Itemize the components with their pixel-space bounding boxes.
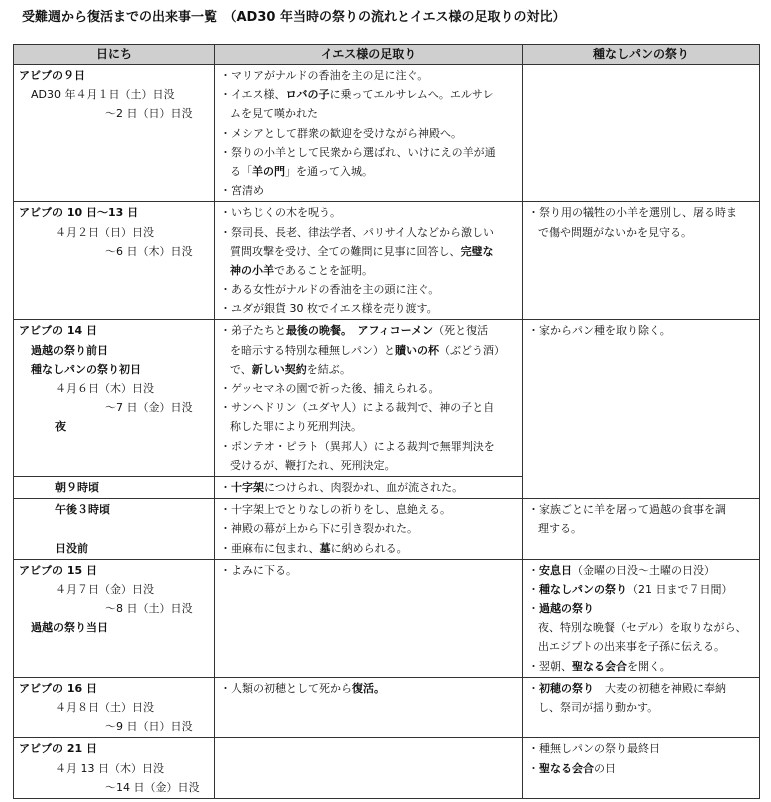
- event-line: ・弟子たちと最後の晩餐。 アフィコーメン（死と復活: [220, 324, 489, 338]
- feast-cell: [523, 559, 760, 677]
- row-abib-10-13: [14, 202, 760, 320]
- date-end: ～2 日（日）日没: [105, 107, 193, 121]
- date-start: ４月２日（日）日没: [55, 225, 154, 239]
- feast-label: 過越の祭り前日: [31, 343, 108, 357]
- feast-cell: [523, 738, 760, 799]
- header-feast: 種なしパンの祭り: [523, 45, 760, 65]
- date-title: アビブの 21 日: [19, 742, 97, 756]
- event-line: ・ある女性がナルドの香油を主の頭に注ぐ。: [220, 283, 440, 297]
- event-line: ・メシアとして群衆の歓迎を受けながら神殿へ。: [220, 126, 462, 140]
- feast-cell: [523, 499, 760, 560]
- event-line: ・神殿の幕が上から下に引き裂かれた。: [220, 522, 418, 536]
- row-abib-14: [14, 320, 760, 477]
- event-line: ・いちじくの木を呪う。: [220, 206, 341, 220]
- feast-line: ・種なしパンの祭り（21 日まで７日間）: [528, 582, 733, 596]
- date-title: アビブの 14 日: [19, 324, 97, 338]
- date-end: ～6 日（木）日没: [105, 244, 193, 258]
- jesus-cell: [215, 65, 523, 202]
- feast-label: 過越の祭り当日: [31, 621, 108, 635]
- date-start: ４月８日（土）日没: [55, 701, 154, 714]
- event-line: ・イエス様、ロバの子に乗ってエルサレムへ。エルサレ: [220, 88, 494, 102]
- jesus-cell: [215, 677, 523, 738]
- time-afternoon: 午後３時頃: [55, 503, 110, 517]
- jesus-cell: [215, 738, 523, 799]
- row-abib-14-afternoon: [14, 499, 760, 560]
- event-line: ・ゲッセマネの園で祈った後、捕えられる。: [220, 382, 440, 395]
- row-abib-21: [14, 738, 760, 799]
- feast-line: ・種無しパンの祭り最終日: [528, 742, 660, 756]
- feast-line: 夜、特別な晩餐（セデル）を取りながら、: [538, 621, 747, 635]
- event-line: ・サンヘドリン（ユダヤ人）による裁判で、神の子と自: [220, 401, 495, 415]
- feast-cell: [523, 320, 760, 499]
- event-line: 受けるが、鞭打たれ、死刑決定。: [230, 458, 396, 472]
- event-line: ・よみに下る。: [220, 563, 297, 577]
- date-title: アビブの９日: [19, 69, 85, 82]
- event-line: ・十字架につけられ、肉裂かれ、血が流された。: [220, 480, 464, 494]
- time-sunset: 日没前: [55, 541, 88, 555]
- feast-line: ・安息日（金曜の日没～土曜の日没）: [528, 563, 715, 577]
- header-jesus: イエス様の足取り: [215, 45, 523, 65]
- date-cell: [14, 738, 215, 799]
- feast-line: で傷や問題がないかを見守る。: [538, 225, 692, 239]
- feast-line: 出エジプトの出来事を子孫に伝える。: [538, 640, 725, 654]
- feast-line: ・家からパン種を取り除く。: [528, 324, 671, 338]
- jesus-cell: [215, 320, 523, 477]
- feast-cell: [523, 65, 760, 202]
- event-line: ・十字架上でとりなしの祈りをし、息絶える。: [220, 503, 451, 517]
- page-title: 受難週から復活までの出来事一覧 （AD30 年当時の祭りの流れとイエス様の足取りの対比）: [22, 10, 566, 25]
- feast-line: ・過越の祭り: [528, 602, 594, 616]
- event-line: ・ユダが銀貨 30 枚でイエス様を売り渡す。: [220, 302, 438, 316]
- feast-line: ・聖なる会合の日: [528, 761, 616, 775]
- date-cell: [14, 320, 215, 477]
- row-abib-9: [14, 65, 760, 202]
- date-title: アビブの 10 日～13 日: [19, 206, 139, 220]
- feast-line: ・初穂の祭り 大麦の初穂を神殿に奉納: [528, 681, 726, 695]
- feast-line: ・祭り用の犠牲の小羊を選別し、屠る時ま: [528, 206, 737, 220]
- timeline-table: [13, 44, 760, 799]
- event-line: る「羊の門」を通って入城。: [230, 164, 373, 178]
- event-line: を暗示する特別な種無しパン）と贖いの杯（ぶどう酒）: [230, 343, 505, 357]
- event-line: ・亜麻布に包まれ、墓に納められる。: [220, 541, 408, 555]
- time-night: 夜: [55, 420, 66, 434]
- date-title: アビブの 16 日: [19, 681, 97, 695]
- feast-label: 種なしパンの祭り初日: [31, 362, 141, 376]
- date-cell: [14, 476, 215, 498]
- feast-line: ・翌朝、聖なる会合を開く。: [528, 659, 671, 673]
- jesus-cell: [215, 499, 523, 560]
- date-cell: [14, 677, 215, 738]
- row-abib-15: [14, 559, 760, 677]
- event-line: ・人類の初穂として死から復活。: [220, 681, 385, 695]
- date-start: ４月 13 日（木）日没: [55, 761, 164, 775]
- event-line: ・宮清め: [220, 184, 264, 198]
- event-line: ・ポンテオ・ピラト（異邦人）による裁判で無罪判決を: [220, 439, 495, 453]
- header-row: [14, 45, 760, 65]
- row-abib-16: [14, 677, 760, 738]
- feast-cell: [523, 202, 760, 320]
- feast-line: 理する。: [538, 522, 582, 536]
- event-line: 神の小羊であることを証明。: [230, 263, 373, 277]
- date-end: ～9 日（日）日没: [105, 720, 193, 734]
- header-date: 日にち: [14, 45, 215, 65]
- event-line: で、新しい契約を結ぶ。: [230, 362, 352, 376]
- feast-line: ・家族ごとに羊を屠って過越の食事を調: [528, 503, 726, 517]
- jesus-cell: [215, 476, 523, 498]
- date-cell: [14, 202, 215, 320]
- feast-cell: [523, 677, 760, 738]
- event-line: ・祭司長、長老、律法学者、パリサイ人などから激しい: [220, 225, 495, 239]
- date-end: ～7 日（金）日没: [105, 401, 193, 415]
- jesus-cell: [215, 559, 523, 677]
- event-line: ・祭りの小羊として民衆から選ばれ、いけにえの羊が通: [220, 145, 496, 159]
- date-cell: [14, 559, 215, 677]
- date-cell: [14, 65, 215, 202]
- date-start: AD30 年４月１日（土）日没: [31, 88, 175, 102]
- date-start: ４月６日（木）日没: [55, 382, 154, 395]
- event-line: ムを見て嘆かれた: [230, 107, 318, 121]
- time-morning: 朝９時頃: [55, 480, 99, 494]
- feast-line: し、祭司が揺り動かす。: [538, 701, 659, 714]
- event-line: 称した罪により死刑判決。: [230, 420, 362, 434]
- date-end: ～14 日（金）日没: [105, 780, 200, 794]
- event-line: ・マリアがナルドの香油を主の足に注ぐ。: [220, 69, 429, 82]
- event-line: 質問攻撃を受け、全ての難問に見事に回答し、完璧な: [230, 244, 494, 258]
- date-start: ４月７日（金）日没: [55, 582, 154, 596]
- jesus-cell: [215, 202, 523, 320]
- date-cell: [14, 499, 215, 560]
- date-end: ～8 日（土）日没: [105, 602, 193, 616]
- date-title: アビブの 15 日: [19, 563, 97, 577]
